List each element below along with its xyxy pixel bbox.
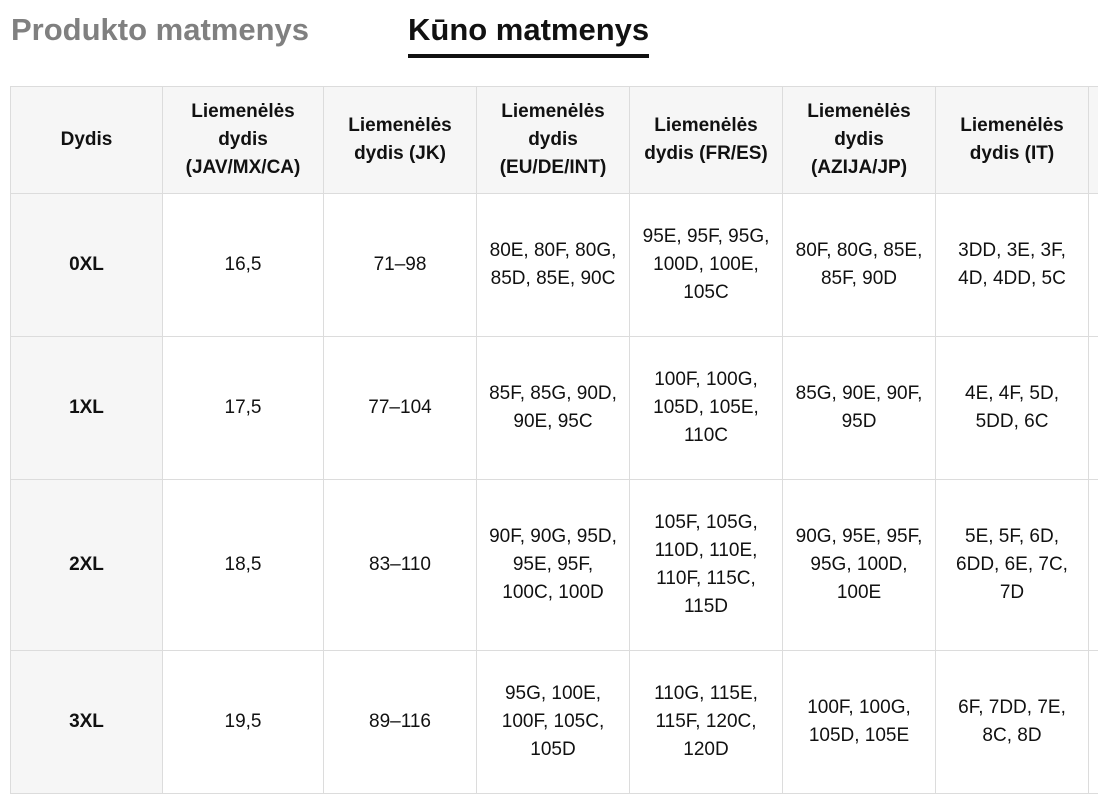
table-row — [11, 337, 1098, 480]
cell-bra-fr: 100F, 100G, 105D, 105E, 110C — [630, 337, 783, 480]
table-row — [11, 194, 1098, 337]
column-header-bra-asia: Liemenėlės dydis (AZIJA/JP) — [783, 87, 936, 194]
column-header-bra-fr: Liemenėlės dydis (FR/ES) — [630, 87, 783, 194]
cell-bra-us: 18,5 — [163, 480, 324, 651]
cell-bra-eu: 85F, 85G, 90D, 90E, 95C — [477, 337, 630, 480]
cell-clipped — [1089, 194, 1098, 337]
column-header-size: Dydis — [11, 87, 163, 194]
row-header-size: 0XL — [11, 194, 163, 337]
cell-bra-us: 16,5 — [163, 194, 324, 337]
cell-clipped — [1089, 651, 1098, 794]
column-header-bra-uk: Liemenėlės dydis (JK) — [324, 87, 477, 194]
measurement-tabs — [0, 0, 1098, 70]
column-header-bra-us: Liemenėlės dydis (JAV/MX/CA) — [163, 87, 324, 194]
tab-body-measurements[interactable]: Kūno matmenys — [408, 10, 649, 58]
table-header-row — [11, 87, 1098, 194]
cell-bra-it: 4E, 4F, 5D, 5DD, 6C — [936, 337, 1089, 480]
cell-bra-uk: 77–104 — [324, 337, 477, 480]
row-header-size: 3XL — [11, 651, 163, 794]
table-row — [11, 480, 1098, 651]
cell-bra-eu: 95G, 100E, 100F, 105C, 105D — [477, 651, 630, 794]
cell-bra-eu: 90F, 90G, 95D, 95E, 95F, 100C, 100D — [477, 480, 630, 651]
row-header-size: 2XL — [11, 480, 163, 651]
tab-product-measurements[interactable]: Produkto matmenys — [11, 12, 310, 47]
cell-clipped — [1089, 337, 1098, 480]
cell-bra-asia: 85G, 90E, 90F, 95D — [783, 337, 936, 480]
cell-bra-fr: 110G, 115E, 115F, 120C, 120D — [630, 651, 783, 794]
cell-bra-uk: 71–98 — [324, 194, 477, 337]
cell-bra-it: 6F, 7DD, 7E, 8C, 8D — [936, 651, 1089, 794]
cell-bra-us: 17,5 — [163, 337, 324, 480]
cell-bra-eu: 80E, 80F, 80G, 85D, 85E, 90C — [477, 194, 630, 337]
cell-bra-asia: 80F, 80G, 85E, 85F, 90D — [783, 194, 936, 337]
cell-bra-fr: 95E, 95F, 95G, 100D, 100E, 105C — [630, 194, 783, 337]
column-header-bra-eu: Liemenėlės dydis (EU/DE/INT) — [477, 87, 630, 194]
column-header-clipped — [1089, 87, 1098, 194]
row-header-size: 1XL — [11, 337, 163, 480]
size-table-container[interactable] — [10, 86, 1098, 804]
cell-bra-uk: 89–116 — [324, 651, 477, 794]
cell-bra-it: 5E, 5F, 6D, 6DD, 6E, 7C, 7D — [936, 480, 1089, 651]
cell-bra-uk: 83–110 — [324, 480, 477, 651]
cell-bra-asia: 90G, 95E, 95F, 95G, 100D, 100E — [783, 480, 936, 651]
cell-clipped — [1089, 480, 1098, 651]
column-header-bra-it: Liemenėlės dydis (IT) — [936, 87, 1089, 194]
table-row — [11, 651, 1098, 794]
cell-bra-us: 19,5 — [163, 651, 324, 794]
cell-bra-asia: 100F, 100G, 105D, 105E — [783, 651, 936, 794]
cell-bra-fr: 105F, 105G, 110D, 110E, 110F, 115C, 115D — [630, 480, 783, 651]
size-chart-table — [10, 86, 1098, 794]
cell-bra-it: 3DD, 3E, 3F, 4D, 4DD, 5C — [936, 194, 1089, 337]
